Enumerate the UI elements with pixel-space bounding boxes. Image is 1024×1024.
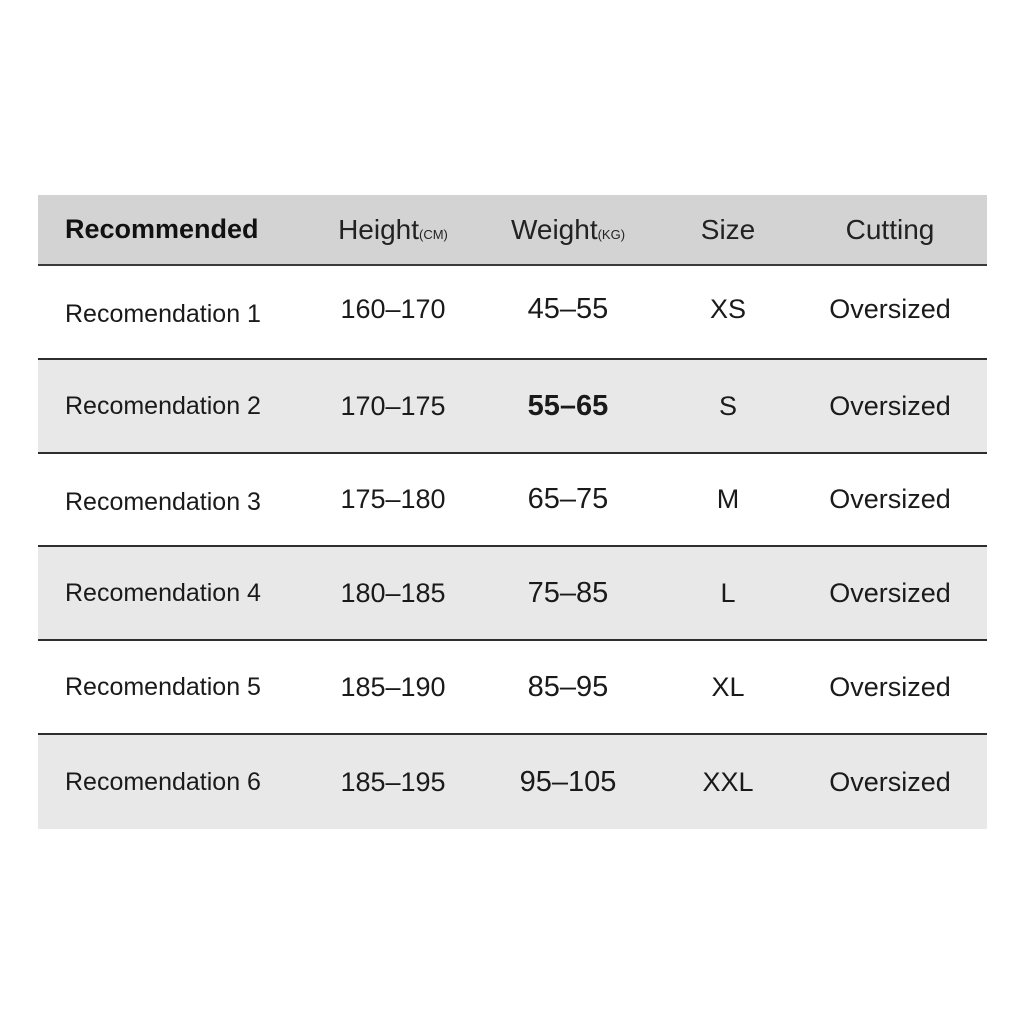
header-weight-label: Weight bbox=[510, 213, 598, 245]
row-label: Recomendation 1 bbox=[65, 299, 261, 328]
row-size: M bbox=[716, 484, 740, 514]
row-weight: 65–75 bbox=[527, 483, 609, 515]
row-weight: 95–105 bbox=[519, 765, 617, 798]
table-row bbox=[38, 266, 987, 360]
header-cutting: Cutting bbox=[845, 213, 935, 245]
row-size: XXL bbox=[702, 766, 754, 797]
header-size: Size bbox=[700, 213, 756, 245]
header-recommended: Recommended bbox=[65, 214, 259, 244]
row-cutting: Oversized bbox=[829, 577, 951, 608]
row-weight: 85–95 bbox=[527, 670, 609, 703]
row-size: S bbox=[718, 390, 737, 421]
size-chart-table bbox=[38, 195, 987, 829]
row-height: 180–185 bbox=[340, 577, 446, 608]
row-cutting: Oversized bbox=[829, 671, 951, 702]
table-row bbox=[38, 454, 987, 547]
row-label: Recomendation 3 bbox=[65, 488, 261, 516]
row-height: 185–195 bbox=[340, 766, 446, 797]
table-row bbox=[38, 641, 987, 735]
row-size: XS bbox=[709, 293, 747, 324]
row-label: Recomendation 6 bbox=[65, 767, 261, 796]
row-cutting: Oversized bbox=[829, 766, 951, 797]
header-height bbox=[313, 214, 473, 246]
row-size: L bbox=[720, 577, 736, 608]
row-size: XL bbox=[711, 671, 745, 702]
row-height: 160–170 bbox=[340, 293, 446, 324]
row-cutting: Oversized bbox=[829, 484, 951, 514]
row-label: Recomendation 4 bbox=[65, 578, 261, 607]
header-height-label: Height bbox=[338, 213, 420, 245]
row-height: 175–180 bbox=[340, 484, 446, 514]
header-weight-unit: (KG) bbox=[597, 226, 626, 242]
header-weight bbox=[473, 214, 663, 246]
row-label: Recomendation 5 bbox=[65, 672, 261, 701]
table-row bbox=[38, 547, 987, 641]
row-weight: 45–55 bbox=[527, 292, 609, 325]
table-row bbox=[38, 360, 987, 454]
row-cutting: Oversized bbox=[829, 293, 951, 324]
row-label: Recomendation 2 bbox=[65, 391, 261, 420]
row-cutting: Oversized bbox=[829, 390, 951, 421]
table-row bbox=[38, 735, 987, 829]
header-height-unit: (CM) bbox=[419, 226, 448, 242]
table-header-row bbox=[38, 195, 987, 266]
row-height: 185–190 bbox=[340, 671, 446, 702]
row-height: 170–175 bbox=[340, 390, 446, 421]
row-weight: 75–85 bbox=[527, 576, 609, 609]
row-weight: 55–65 bbox=[527, 389, 609, 422]
